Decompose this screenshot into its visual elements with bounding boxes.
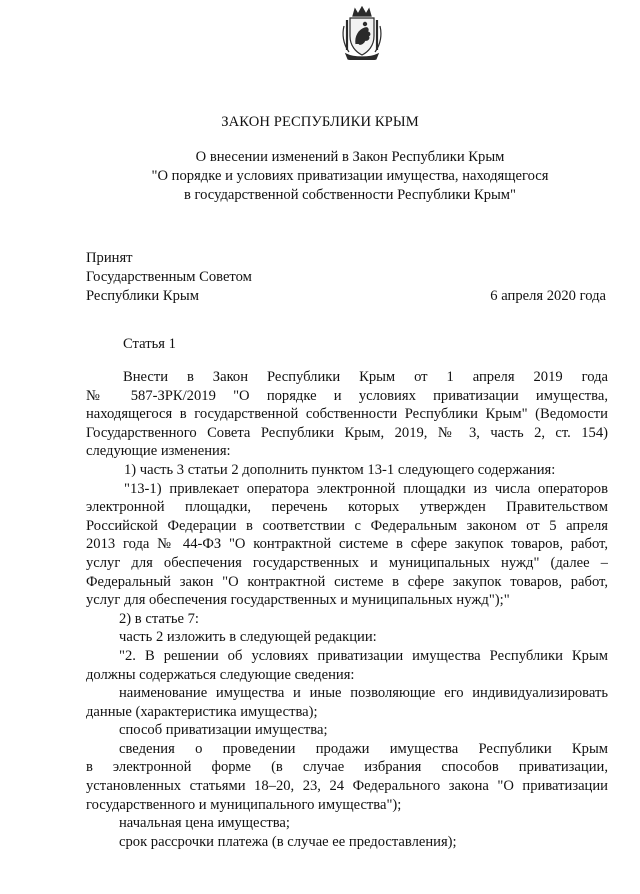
body-line: 2) в статье 7:: [119, 610, 199, 627]
adoption-line: Принят: [86, 250, 133, 266]
body-line: начальная цена имущества;: [119, 815, 290, 832]
body-line: 2013 года № 44-ФЗ "О контрактной системе в сфере закупок товаров, работ,: [86, 536, 608, 553]
body-line: "13-1) привлекает оператора электронной площадки из числа операторов: [124, 480, 608, 497]
body-line: "2. В решении об условиях приватизации имущества Республики Крым: [119, 647, 608, 664]
adoption-block: [86, 249, 326, 306]
coat-of-arms-icon: [339, 6, 385, 60]
adoption-date: 6 апреля 2020 года: [490, 288, 606, 304]
law-subtitle: [120, 148, 580, 205]
body-line: находящегося в государственной собственности Республики Крым" (Ведомости: [86, 406, 608, 423]
subtitle-line: О внесении изменений в Закон Республики Крым: [195, 149, 505, 165]
body-line: установленных статьями 18–20, 23, 24 Федерального закона "О приватизации: [86, 778, 608, 795]
body-line: наименование имущества и иные позволяющие его индивидуализировать: [119, 685, 608, 702]
body-line: услуг для обеспечения государственных и муниципальных нужд" (далее –: [86, 554, 608, 571]
law-title: ЗАКОН РЕСПУБЛИКИ КРЫМ: [221, 114, 419, 130]
body-line: Федеральный закон "О контрактной системе в сфере закупок товаров, работ,: [86, 573, 608, 590]
adoption-line: Государственным Советом: [86, 269, 252, 285]
body-line: № 587-ЗРК/2019 "О порядке и условиях приватизации имущества,: [86, 387, 608, 404]
law-body: [86, 368, 608, 851]
body-line: государственного и муниципального имущества");: [86, 796, 402, 813]
body-line: сведения о проведении продажи имущества Республики Крым: [119, 740, 608, 757]
body-line: 1) часть 3 статьи 2 дополнить пунктом 13-1 следующего содержания:: [124, 461, 556, 478]
body-line: в электронной форме (в случае избрания способов приватизации,: [86, 759, 608, 776]
body-line: Государственного Совета Республики Крым, 2019, № 3, часть 2, ст. 154): [86, 424, 608, 441]
body-line: данные (характеристика имущества);: [86, 703, 318, 720]
body-line: Российской Федерации в соответствии с Федеральным законом от 5 апреля: [86, 517, 608, 534]
body-line: электронной площадки, перечень которых утвержден Правительством: [86, 499, 608, 516]
subtitle-line: в государственной собственности Республики Крым": [183, 187, 516, 203]
body-line: Внести в Закон Республики Крым от 1 апреля 2019 года: [123, 369, 608, 385]
body-line: следующие изменения:: [86, 443, 231, 460]
body-line: срок рассрочки платежа (в случае ее предоставления);: [119, 833, 457, 850]
body-line: часть 2 изложить в следующей редакции:: [119, 629, 377, 646]
adoption-line: Республики Крым: [86, 288, 199, 304]
subtitle-line: "О порядке и условиях приватизации имущества, находящегося: [151, 168, 549, 184]
body-line: услуг для обеспечения государственных и муниципальных нужд");": [86, 592, 510, 609]
body-line: должны содержаться следующие сведения:: [86, 666, 355, 683]
article-heading: Статья 1: [123, 336, 176, 352]
body-line: способ приватизации имущества;: [119, 722, 328, 739]
